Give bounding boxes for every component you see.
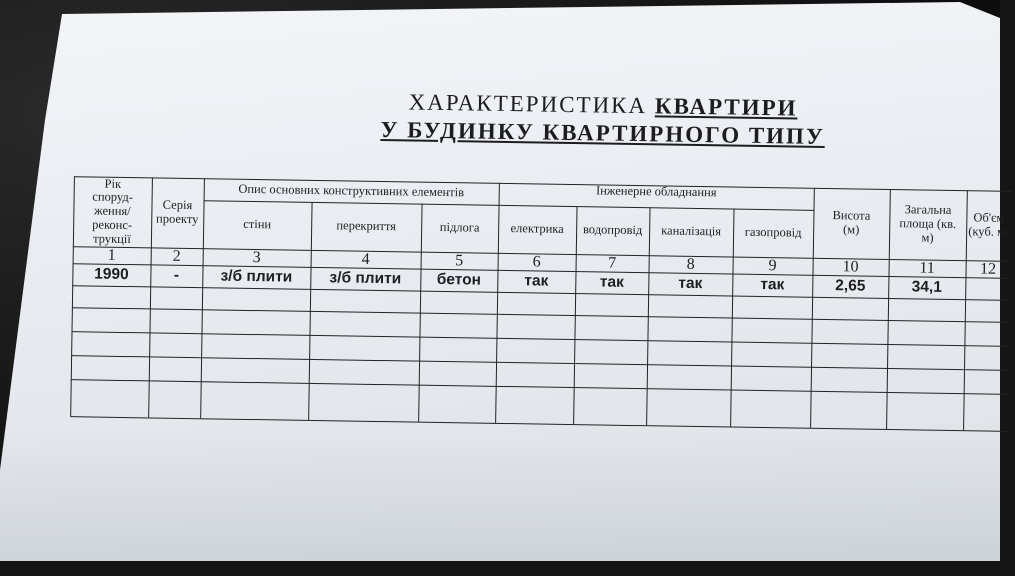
table-cell: -: [173, 267, 180, 285]
column-header-4: перекриття: [336, 218, 397, 234]
column-number-3: 3: [252, 248, 261, 266]
table-cell: 2,65: [835, 277, 866, 296]
column-number-9: 9: [768, 256, 777, 274]
column-number-12: 12: [979, 260, 997, 278]
column-number-7: 7: [608, 254, 617, 272]
table-row-line: [72, 307, 1010, 323]
table-cell: з/б плити: [220, 267, 293, 287]
column-header-7: водопровід: [582, 222, 643, 238]
table-cell: з/б плити: [329, 269, 402, 288]
title-emphasis: КВАРТИРИ: [654, 93, 798, 121]
table-cell: так: [524, 272, 549, 291]
column-number-11: 11: [919, 259, 935, 277]
column-number-5: 5: [455, 251, 464, 270]
column-header-5: підлога: [439, 220, 480, 235]
table-row-line: [71, 331, 1009, 347]
table-row-line: [71, 355, 1009, 371]
column-header-10: Висота (м): [832, 208, 871, 237]
lighting-shade: [0, 430, 1000, 561]
table-cell: так: [678, 275, 703, 293]
column-header-6: електрика: [510, 221, 564, 237]
table-cell: [965, 277, 1010, 300]
group-header-construction: Опис основних конструктивних елементів: [238, 181, 465, 200]
group-header-engineering: Інженерне обладнання: [595, 183, 717, 200]
column-header-3: стіни: [243, 216, 272, 232]
column-header-1: Рік споруд- ження/ реконс- трукції: [92, 176, 134, 246]
title-line-2-text: У БУДИНКУ КВАРТИРНОГО ТИПУ: [380, 117, 826, 149]
table-cell: бетон: [436, 271, 482, 290]
column-header-9: газопровід: [744, 224, 802, 240]
table-row-line: [71, 379, 1009, 395]
column-header-8: каналізація: [661, 223, 722, 239]
title-prefix: ХАРАКТЕРИСТИКА: [408, 89, 656, 119]
column-number-8: 8: [686, 255, 695, 273]
column-number-4: 4: [361, 250, 370, 268]
column-header-12: Об'єм (куб. м): [968, 210, 1010, 239]
column-number-10: 10: [842, 257, 859, 276]
column-number-2: 2: [172, 247, 181, 265]
table-cell: так: [760, 276, 785, 294]
column-number-6: 6: [532, 253, 541, 271]
table-cell: так: [599, 273, 624, 292]
table-cell: 34,1: [911, 278, 943, 297]
column-header-11: Загальна площа (кв. м): [899, 202, 957, 245]
table-cell: 1990: [94, 266, 129, 284]
column-number-1: 1: [107, 246, 116, 264]
column-header-2: Серія проекту: [155, 197, 199, 227]
